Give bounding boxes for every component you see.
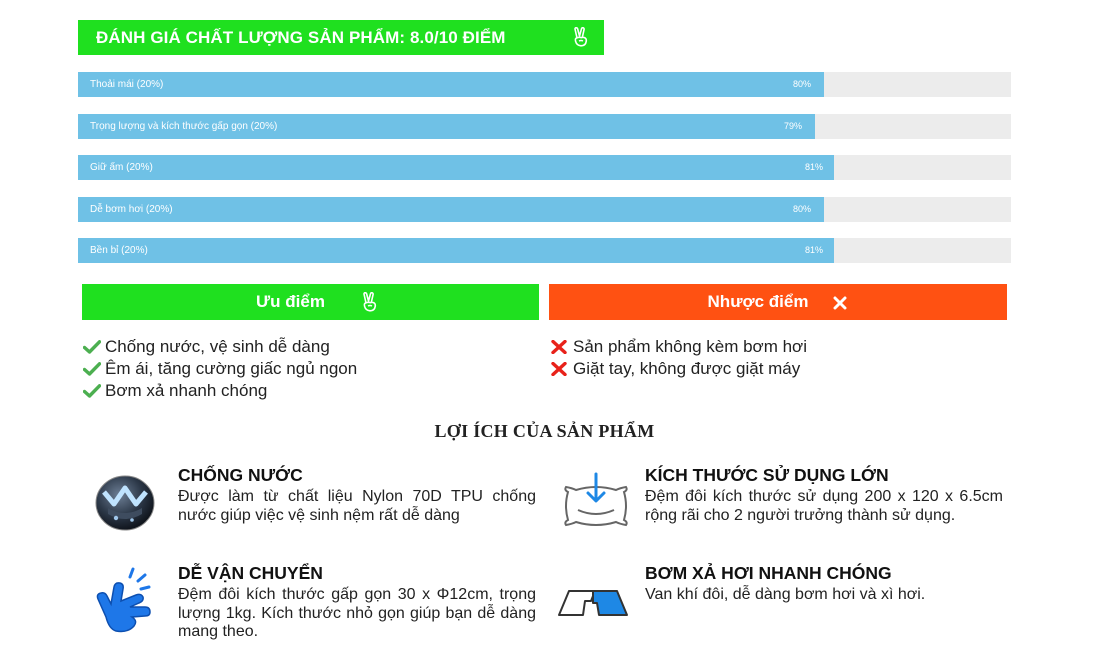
cons-title: Nhược điểm bbox=[707, 292, 809, 311]
bar-label: Giữ ấm (20%) bbox=[90, 162, 153, 173]
pros-item-text: Êm ái, tăng cường giấc ngủ ngon bbox=[105, 359, 358, 378]
snap-hand-icon bbox=[92, 565, 156, 642]
check-icon bbox=[83, 384, 105, 398]
bar-percent: 81% bbox=[805, 162, 824, 172]
list-item bbox=[83, 380, 357, 402]
benefit-desc: Van khí đôi, dễ dàng bơm hơi và xì hơi. bbox=[645, 586, 926, 603]
benefit-title: DỄ VẬN CHUYỂN bbox=[178, 563, 323, 583]
bar-fill bbox=[78, 72, 824, 97]
cross-icon bbox=[551, 340, 573, 354]
bar-percent: 80% bbox=[793, 79, 812, 89]
bar-fill bbox=[78, 197, 824, 222]
score-title: ĐÁNH GIÁ CHẤT LƯỢNG SẢN PHẨM: 8.0/10 ĐIỂM bbox=[96, 27, 506, 47]
benefits-title: LỢI ÍCH CỦA SẢN PHẨM bbox=[434, 421, 655, 441]
pros-item-text: Chống nước, vệ sinh dễ dàng bbox=[105, 337, 330, 356]
score-header bbox=[78, 20, 604, 55]
victory-hand-icon bbox=[361, 292, 379, 317]
rating-bar bbox=[78, 114, 1011, 139]
check-icon bbox=[83, 362, 105, 376]
list-item bbox=[551, 336, 807, 358]
benefit-easy-transport bbox=[178, 563, 536, 642]
bar-fill bbox=[78, 238, 834, 263]
benefit-desc: Đệm đôi kích thước gấp gọn 30 x Φ12cm, trọng lượng 1kg. Kích thước nhỏ gọn giúp bạn dễ dàng mang theo. bbox=[178, 586, 536, 640]
bar-percent: 81% bbox=[805, 245, 824, 255]
bar-label: Trọng lượng và kích thước gấp gọn (20%) bbox=[90, 120, 278, 132]
benefit-title: CHỐNG NƯỚC bbox=[178, 465, 303, 485]
benefit-title: BƠM XẢ HƠI NHANH CHÓNG bbox=[645, 563, 892, 583]
benefit-fast-inflate bbox=[645, 563, 1003, 605]
pros-title: Ưu điểm bbox=[256, 292, 325, 311]
pillow-icon bbox=[560, 470, 632, 537]
cons-header bbox=[549, 284, 1007, 320]
folded-mat-icon bbox=[555, 583, 631, 624]
rating-bar bbox=[78, 197, 1011, 222]
benefit-large-size bbox=[645, 465, 1003, 525]
rating-bar bbox=[78, 72, 1011, 97]
waterproof-icon bbox=[94, 474, 156, 537]
bar-percent: 79% bbox=[784, 120, 803, 131]
benefit-title: KÍCH THƯỚC SỬ DỤNG LỚN bbox=[645, 465, 889, 485]
bar-percent: 80% bbox=[793, 203, 812, 214]
bar-label: Dễ bơm hơi (20%) bbox=[90, 203, 173, 215]
list-item bbox=[83, 336, 357, 358]
cons-item-text: Sản phẩm không kèm bơm hơi bbox=[573, 337, 807, 356]
pros-item-text: Bơm xả nhanh chóng bbox=[105, 381, 268, 400]
pros-list bbox=[83, 336, 357, 402]
benefit-desc: Được làm từ chất liệu Nylon 70D TPU chống nước giúp việc vệ sinh nệm rất dễ dàng bbox=[178, 488, 536, 524]
rating-bars bbox=[78, 72, 1011, 280]
list-item bbox=[83, 358, 357, 380]
benefit-desc: Đệm đôi kích thước sử dụng 200 x 120 x 6.5cm rộng rãi cho 2 người trưởng thành sử dụng. bbox=[645, 488, 1003, 524]
check-icon bbox=[83, 340, 105, 354]
rating-bar bbox=[78, 155, 1011, 180]
bar-label: Bền bỉ (20%) bbox=[90, 245, 148, 256]
list-item bbox=[551, 358, 807, 380]
victory-hand-icon bbox=[572, 27, 590, 52]
benefit-waterproof bbox=[178, 465, 536, 525]
cons-item-text: Giặt tay, không được giặt máy bbox=[573, 359, 801, 378]
close-icon bbox=[833, 295, 847, 315]
bar-fill bbox=[78, 155, 834, 180]
rating-bar bbox=[78, 238, 1011, 263]
pros-header bbox=[82, 284, 539, 320]
cross-icon bbox=[551, 362, 573, 376]
bar-label: Thoải mái (20%) bbox=[90, 79, 164, 90]
cons-list bbox=[551, 336, 807, 380]
